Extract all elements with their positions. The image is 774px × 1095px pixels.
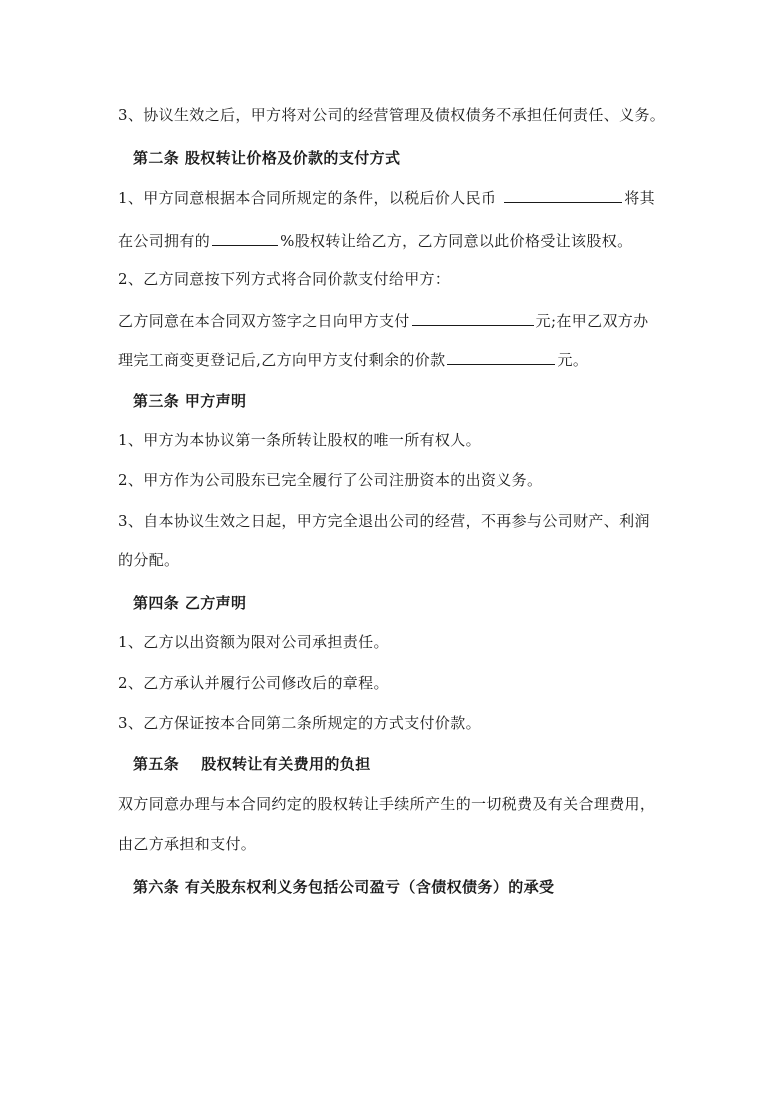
first-payment-blank bbox=[412, 309, 534, 326]
paragraph-text: 元。 bbox=[557, 351, 589, 369]
heading-text: 第六条 有关股东权利义务包括公司盈亏（含债权债务）的承受 bbox=[133, 878, 555, 896]
article-2-item-1 bbox=[118, 186, 663, 209]
heading-text: 第三条 甲方声明 bbox=[133, 392, 247, 410]
heading-number: 第五条 bbox=[133, 755, 180, 773]
article-2-payment-2 bbox=[118, 348, 663, 371]
article-3-item-3 bbox=[118, 510, 663, 532]
article-4-item-2 bbox=[118, 672, 663, 694]
remaining-payment-blank bbox=[447, 348, 555, 365]
article-2-item-1-cont bbox=[118, 229, 663, 252]
paragraph-text: 3、协议生效之后，甲方将对公司的经营管理及债权债务不承担任何责任、义务。 bbox=[118, 106, 666, 124]
paragraph-text: 由乙方承担和支付。 bbox=[118, 835, 257, 853]
article-2-heading bbox=[133, 147, 678, 169]
paragraph-text: 3、乙方保证按本合同第二条所规定的方式支付价款。 bbox=[118, 714, 481, 732]
clause-1-item-3 bbox=[118, 104, 666, 126]
article-5-body bbox=[118, 793, 663, 815]
paragraph-text: 2、乙方承认并履行公司修改后的章程。 bbox=[118, 674, 389, 692]
article-2-item-2 bbox=[118, 268, 663, 290]
heading-text: 第二条 股权转让价格及价款的支付方式 bbox=[133, 149, 401, 167]
article-3-heading bbox=[133, 390, 678, 412]
paragraph-text: 将其 bbox=[624, 189, 655, 207]
article-3-item-1 bbox=[118, 429, 663, 451]
paragraph-text: 1、甲方为本协议第一条所转让股权的唯一所有权人。 bbox=[118, 431, 481, 449]
paragraph-text: %股权转让给乙方，乙方同意以此价格受让该股权。 bbox=[280, 232, 633, 250]
article-2-payment-1 bbox=[118, 309, 663, 332]
paragraph-text: 乙方同意在本合同双方签字之日向甲方支付 bbox=[118, 312, 410, 330]
paragraph-text: 3、自本协议生效之日起，甲方完全退出公司的经营，不再参与公司财产、利润 bbox=[118, 512, 650, 530]
article-4-item-3 bbox=[118, 712, 663, 734]
paragraph-text: 1、甲方同意根据本合同所规定的条件，以税后价人民币 bbox=[118, 189, 497, 207]
article-5-body-cont bbox=[118, 833, 663, 855]
article-5-heading bbox=[133, 753, 678, 775]
article-3-item-3-cont bbox=[118, 549, 663, 571]
paragraph-text: 的分配。 bbox=[118, 551, 180, 569]
paragraph-text: 2、甲方作为公司股东已完全履行了公司注册资本的出资义务。 bbox=[118, 471, 543, 489]
article-4-heading bbox=[133, 592, 678, 614]
paragraph-text: 在公司拥有的 bbox=[118, 232, 211, 250]
paragraph-text: 理完工商变更登记后,乙方向甲方支付剩余的价款 bbox=[118, 351, 446, 369]
article-3-item-2 bbox=[118, 469, 663, 491]
paragraph-text: 元;在甲乙双方办 bbox=[535, 312, 649, 330]
paragraph-text: 2、乙方同意按下列方式将合同价款支付给甲方： bbox=[118, 270, 451, 288]
heading-text: 第四条 乙方声明 bbox=[133, 594, 247, 612]
price-blank bbox=[504, 186, 622, 203]
percent-blank bbox=[212, 229, 278, 246]
article-6-heading bbox=[133, 876, 678, 898]
paragraph-text: 1、乙方以出资额为限对公司承担责任。 bbox=[118, 633, 389, 651]
heading-text: 股权转让有关费用的负担 bbox=[201, 755, 371, 773]
article-4-item-1 bbox=[118, 631, 663, 653]
paragraph-text: 双方同意办理与本合同约定的股权转让手续所产生的一切税费及有关合理费用， bbox=[118, 795, 656, 813]
